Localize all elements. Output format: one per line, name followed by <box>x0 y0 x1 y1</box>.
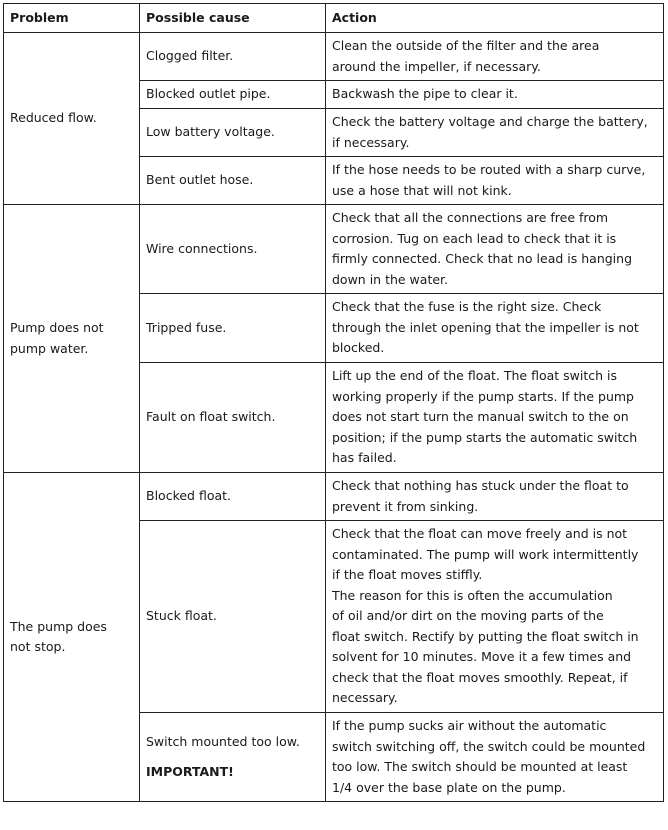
cause-cell: Clogged filter. <box>140 33 326 81</box>
action-cell: Lift up the end of the float. The float switch is working properly if the pump starts. If the pump does not start turn the manual switch to the on position; if the pump starts the automatic switch has failed. <box>326 363 664 473</box>
problem-pump-no-stop: The pump does not stop. <box>4 473 140 802</box>
cause-text: Switch mounted too low. <box>146 733 300 749</box>
action-cell: If the hose needs to be routed with a sharp curve, use a hose that will not kink. <box>326 157 664 205</box>
header-action: Action <box>326 4 664 33</box>
problem-reduced-flow: Reduced flow. <box>4 33 140 205</box>
action-cell: Clean the outside of the filter and the area around the impeller, if necessary. <box>326 33 664 81</box>
troubleshooting-table <box>3 3 664 802</box>
cause-cell: Low battery voltage. <box>140 109 326 157</box>
table-row <box>4 33 664 81</box>
cause-cell <box>140 713 326 802</box>
table-row <box>4 473 664 521</box>
table-row <box>4 205 664 294</box>
action-cell: Check that all the connections are free from corrosion. Tug on each lead to check that it is firmly connected. Check that no lead is hanging down in the water. <box>326 205 664 294</box>
cause-cell: Stuck float. <box>140 521 326 713</box>
cause-cell: Bent outlet hose. <box>140 157 326 205</box>
cause-cell: Tripped fuse. <box>140 294 326 363</box>
header-row <box>4 4 664 33</box>
action-cell: Check the battery voltage and charge the battery, if necessary. <box>326 109 664 157</box>
action-cell: Check that nothing has stuck under the float to prevent it from sinking. <box>326 473 664 521</box>
cause-cell: Blocked outlet pipe. <box>140 81 326 109</box>
cause-cell: Blocked float. <box>140 473 326 521</box>
header-problem: Problem <box>4 4 140 33</box>
important-note: IMPORTANT! <box>146 764 234 779</box>
action-cell: If the pump sucks air without the automatic switch switching off, the switch could be mounted too low. The switch should be mounted at least 1/4 over the base plate on the pump. <box>326 713 664 802</box>
troubleshooting-table-container <box>3 3 663 802</box>
problem-pump-no-water: Pump does not pump water. <box>4 205 140 473</box>
action-cell: Backwash the pipe to clear it. <box>326 81 664 109</box>
action-cell: Check that the fuse is the right size. Check through the inlet opening that the impeller is not blocked. <box>326 294 664 363</box>
cause-cell: Wire connections. <box>140 205 326 294</box>
cause-cell: Fault on float switch. <box>140 363 326 473</box>
action-cell: Check that the float can move freely and is not contaminated. The pump will work intermittently if the float moves stiffly. The reason for this is often the accumulation of oil and/or dirt on the moving parts of the float switch. Rectify by putting the float switch in solvent for 10 minutes. Move it a few times and check that the float moves smoothly. Repeat, if necessary. <box>326 521 664 713</box>
header-cause: Possible cause <box>140 4 326 33</box>
